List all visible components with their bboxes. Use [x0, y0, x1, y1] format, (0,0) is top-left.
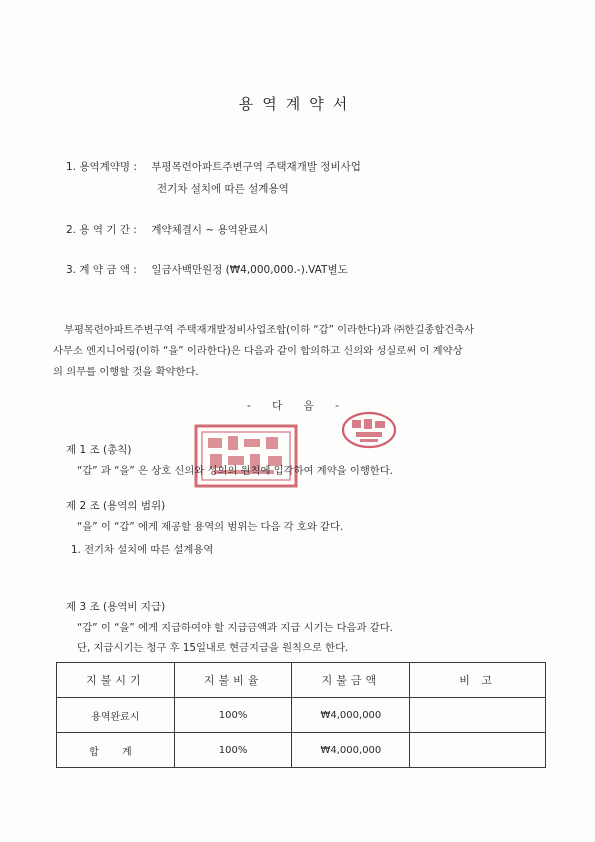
item-contract-name-line2: 전기차 설치에 따른 설계용역	[157, 183, 289, 195]
table-cell: ₩4,000,000	[292, 733, 410, 768]
intro-line: 부평목련아파트주변구역 주택재개발정비사업조합(이하 “갑” 이라한다)과 ㈜한길종합건축사	[64, 324, 475, 336]
payment-table	[56, 662, 546, 768]
article-1-line: “갑” 과 “을” 은 상호 신의와 성의의 원칙에 입각하여 계약을 이행한다.	[77, 465, 393, 477]
item-contract-name	[66, 159, 361, 174]
item-value: 부평목련아파트주변구역 주택재개발 정비사업	[151, 161, 361, 173]
table-header-cell: 지불금액	[292, 663, 410, 698]
article-2-line: 1. 전기차 설치에 따른 설계용역	[71, 544, 214, 556]
table-cell: 100%	[174, 733, 292, 768]
section-heading: - 다 음 -	[247, 400, 348, 412]
item-period	[66, 222, 268, 237]
intro-line: 의 의무를 이행할 것을 확약한다.	[53, 366, 199, 378]
article-2-title: 제 2 조 (용역의 범위)	[66, 500, 166, 512]
table-row-total	[57, 733, 546, 768]
table-cell: 합 계	[57, 733, 175, 768]
item-amount	[66, 262, 348, 277]
table-header-cell: 비 고	[410, 663, 546, 698]
seal-stamp-square	[188, 420, 306, 492]
table-cell: 100%	[174, 698, 292, 733]
article-3-line: “갑” 이 “을” 에게 지급하여야 할 지급금액과 지급 시기는 다음과 같다.	[77, 622, 393, 634]
intro-paragraph	[53, 320, 550, 383]
article-3-title: 제 3 조 (용역비 지급)	[66, 601, 166, 613]
table-header-cell: 지불시기	[57, 663, 175, 698]
document-title: 용역계약서	[238, 95, 357, 113]
table-cell: ₩4,000,000	[292, 698, 410, 733]
article-2-line: “을” 이 “갑” 에게 제공할 용역의 범위는 다음 각 호와 같다.	[77, 521, 344, 533]
table-cell: 용역완료시	[57, 698, 175, 733]
table-row	[57, 698, 546, 733]
intro-line: 사무소 엔지니어링(이하 “을” 이라한다)은 다음과 같이 합의하고 신의와 성실로써 이 계약상	[53, 345, 463, 357]
table-header-row	[57, 663, 546, 698]
article-1-title: 제 1 조 (총칙)	[66, 444, 132, 456]
item-value: 계약체결시 ~ 용역완료시	[151, 224, 269, 236]
item-label: 2. 용 역 기 간 :	[66, 224, 137, 236]
table-header-cell: 지불비율	[174, 663, 292, 698]
table-cell	[410, 733, 546, 768]
seal-stamp-round	[340, 410, 398, 452]
item-value: 일금사백만원정 (₩4,000,000.-).VAT별도	[151, 264, 348, 276]
item-label: 1. 용역계약명 :	[66, 161, 137, 173]
table-cell	[410, 698, 546, 733]
item-label: 3. 계 약 금 액 :	[66, 264, 137, 276]
article-3-line: 단, 지급시기는 청구 후 15일내로 현금지급을 원칙으로 한다.	[77, 642, 349, 654]
